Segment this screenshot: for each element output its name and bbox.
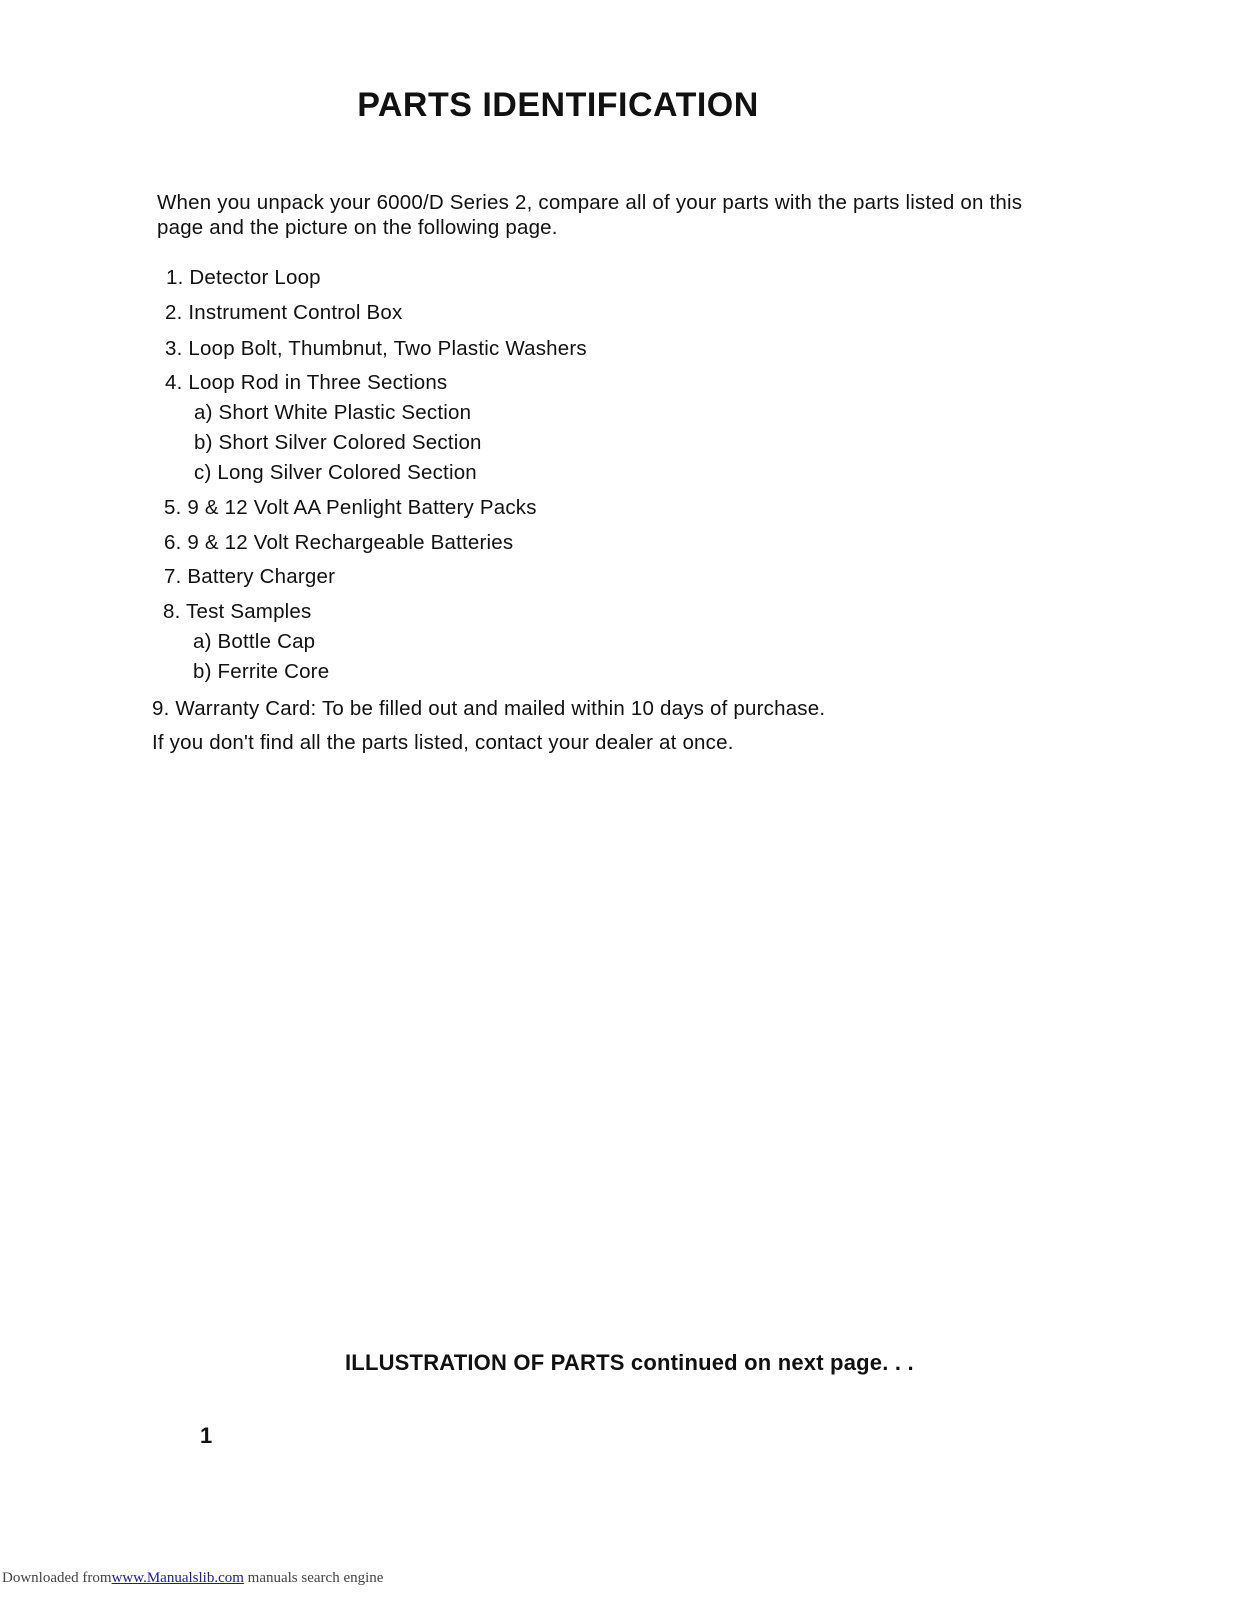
list-item xyxy=(166,265,321,291)
list-item xyxy=(165,300,402,326)
list-item-number: 5. xyxy=(164,496,182,519)
list-item-number: 3. xyxy=(165,337,183,360)
list-item-number: 4. xyxy=(165,371,183,394)
list-subitem xyxy=(193,629,315,655)
list-item-label: 9 & 12 Volt Rechargeable Batteries xyxy=(187,531,514,554)
list-subitem xyxy=(194,400,471,426)
list-item xyxy=(165,370,447,396)
list-item-label: Long Silver Colored Section xyxy=(217,461,477,484)
list-item-number: 9. xyxy=(152,697,170,720)
list-item-label: Loop Rod in Three Sections xyxy=(188,371,448,394)
list-item xyxy=(164,530,513,556)
list-item-number: 1. xyxy=(166,266,184,289)
list-item-letter: c) xyxy=(194,461,212,484)
page-number: 1 xyxy=(200,1423,213,1448)
closing-note: If you don't find all the parts listed, contact your dealer at once. xyxy=(152,731,734,754)
list-item-letter: a) xyxy=(193,630,212,653)
list-item-label: Warranty Card: To be filled out and mailed within 10 days of purchase. xyxy=(175,697,826,720)
list-item xyxy=(163,599,311,625)
list-subitem xyxy=(193,659,329,685)
list-item-label: Detector Loop xyxy=(189,266,321,289)
footer-prefix: Downloaded from xyxy=(2,1570,112,1586)
list-item xyxy=(164,495,537,521)
list-item-letter: b) xyxy=(193,660,212,683)
list-item-number: 8. xyxy=(163,600,181,623)
list-item-label: Short Silver Colored Section xyxy=(218,431,482,454)
list-subitem xyxy=(194,460,477,486)
list-item-label: Ferrite Core xyxy=(217,660,330,683)
list-item-number: 7. xyxy=(164,565,182,588)
manualslib-link[interactable]: www.Manualslib.com xyxy=(111,1570,244,1586)
list-item-label: Test Samples xyxy=(186,600,312,623)
intro-paragraph: When you unpack your 6000/D Series 2, compare all of your parts with the parts listed on this page and the picture on the following page. xyxy=(157,191,1023,239)
list-item xyxy=(165,336,587,362)
list-item-label: Short White Plastic Section xyxy=(218,401,472,424)
page-title: PARTS IDENTIFICATION xyxy=(357,86,759,124)
list-item-label: Battery Charger xyxy=(187,565,336,588)
list-item-letter: a) xyxy=(194,401,213,424)
list-item-label: 9 & 12 Volt AA Penlight Battery Packs xyxy=(187,496,537,519)
download-footer xyxy=(2,1570,383,1587)
list-subitem xyxy=(194,430,482,456)
footer-suffix: manuals search engine xyxy=(243,1570,384,1586)
list-item-number: 2. xyxy=(165,301,183,324)
list-item-label: Bottle Cap xyxy=(217,630,316,653)
list-item-number: 6. xyxy=(164,531,182,554)
list-item-label: Loop Bolt, Thumbnut, Two Plastic Washers xyxy=(188,337,587,360)
list-item-label: Instrument Control Box xyxy=(188,301,403,324)
list-item-letter: b) xyxy=(194,431,213,454)
continued-notice: ILLUSTRATION OF PARTS continued on next page. . . xyxy=(345,1350,914,1375)
list-item xyxy=(152,696,825,722)
list-item xyxy=(164,564,335,590)
